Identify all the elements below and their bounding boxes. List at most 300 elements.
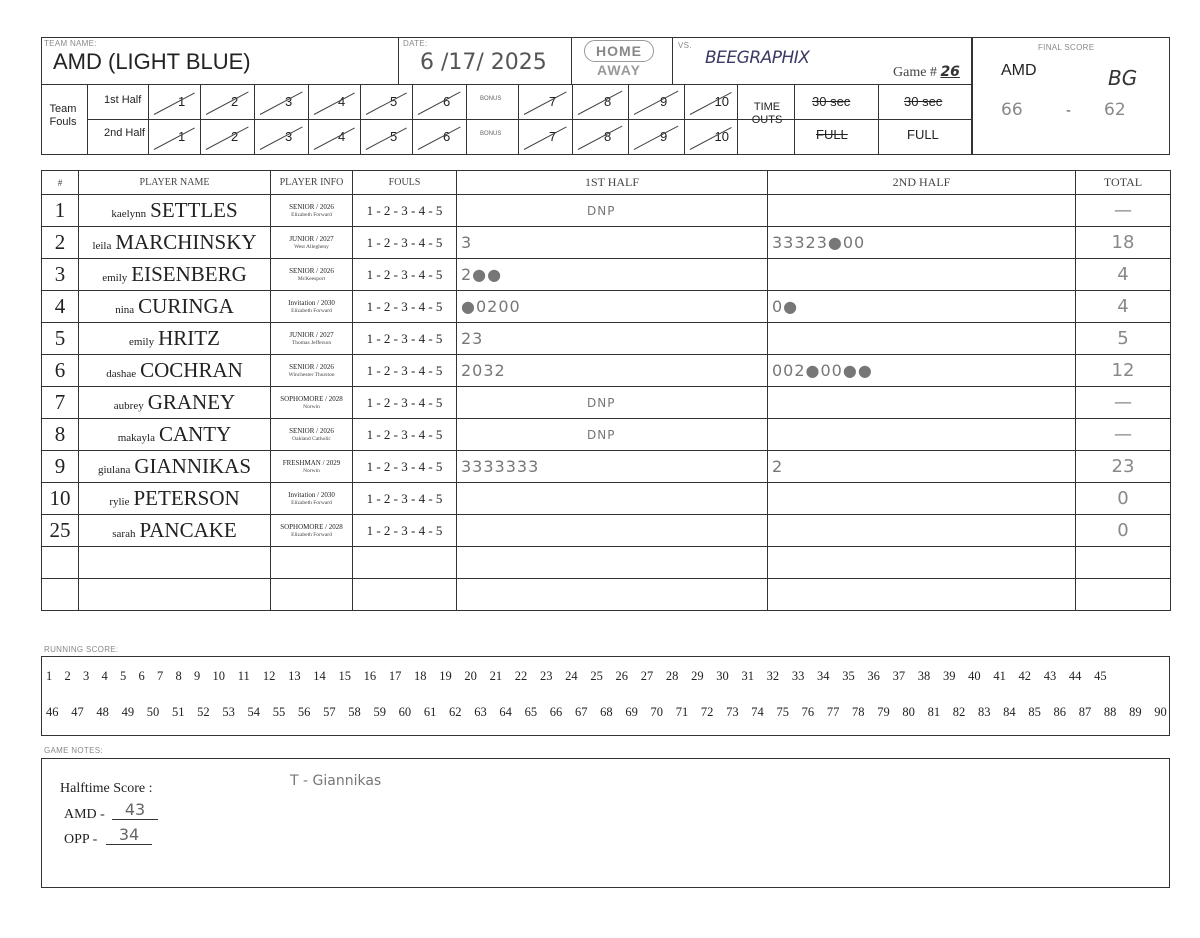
running-score-number: 35	[842, 669, 855, 683]
player-table	[41, 170, 1171, 611]
running-score-number: 29	[691, 669, 704, 683]
player-year: SENIOR / 2026	[289, 362, 334, 371]
running-score-number: 3	[83, 669, 90, 683]
col-fouls: FOULS	[353, 171, 457, 195]
game-notes-label: GAME NOTES:	[44, 746, 103, 755]
running-score-number: 16	[363, 669, 377, 683]
running-score-number: 81	[927, 705, 941, 719]
player-first-name: rylie	[109, 496, 130, 508]
player-first-name: kaelynn	[111, 208, 147, 220]
foul-number: 1	[178, 94, 186, 109]
date-value: 6 /17/ 2025	[420, 50, 547, 75]
second-half-points	[768, 195, 1076, 227]
player-number: 3	[42, 259, 79, 291]
final-dash: -	[1066, 102, 1071, 119]
player-fouls: 1 - 2 - 3 - 4 - 5	[353, 195, 457, 227]
player-name	[79, 579, 271, 611]
foul-number: 4	[338, 129, 346, 144]
running-score-number: 84	[1003, 705, 1016, 719]
running-score-number: 11	[237, 669, 250, 683]
player-number: 2	[42, 227, 79, 259]
table-row	[42, 451, 1171, 483]
game-number: 26	[940, 64, 960, 80]
table-row	[42, 259, 1171, 291]
running-score-number: 14	[313, 669, 326, 683]
player-info	[271, 291, 353, 323]
home-away-toggle	[584, 40, 654, 78]
away-label: AWAY	[597, 62, 641, 78]
player-fouls: 1 - 2 - 3 - 4 - 5	[353, 515, 457, 547]
first-half-label: 1st Half	[104, 94, 142, 106]
running-score-number: 67	[574, 705, 588, 719]
running-score-number: 2	[64, 669, 71, 683]
running-score-row-2	[46, 705, 1179, 720]
running-score-number: 60	[398, 705, 412, 719]
running-score-number: 68	[600, 705, 613, 719]
player-fouls: 1 - 2 - 3 - 4 - 5	[353, 387, 457, 419]
second-half-points	[768, 483, 1076, 515]
team-name: AMD (LIGHT BLUE)	[53, 49, 251, 74]
player-first-name: giulana	[97, 464, 131, 476]
halftime-amd-label: AMD -	[64, 807, 105, 822]
player-number	[42, 547, 79, 579]
running-score-number: 13	[288, 669, 301, 683]
table-row	[42, 195, 1171, 227]
player-year: SENIOR / 2026	[289, 426, 334, 435]
player-number: 9	[42, 451, 79, 483]
player-total: 4	[1076, 259, 1171, 291]
second-half-points: 33323●00	[768, 227, 1076, 259]
player-info	[271, 451, 353, 483]
running-score-label: RUNNING SCORE:	[44, 645, 119, 654]
second-half-points	[768, 515, 1076, 547]
running-score-number: 63	[474, 705, 487, 719]
running-score-number: 43	[1043, 669, 1057, 683]
player-name	[79, 323, 271, 355]
game-label: Game #	[893, 65, 937, 80]
final-score-label: FINAL SCORE	[1038, 43, 1095, 52]
player-info	[271, 355, 353, 387]
player-name	[79, 387, 271, 419]
running-score-number: 20	[464, 669, 477, 683]
table-row	[42, 227, 1171, 259]
first-half-points: DNP	[457, 419, 768, 451]
running-score-number: 36	[867, 669, 880, 683]
running-score-number: 30	[716, 669, 729, 683]
running-score-number: 51	[171, 705, 185, 719]
player-last-name: PETERSON	[133, 486, 240, 510]
second-half-points	[768, 547, 1076, 579]
running-score-number: 5	[120, 669, 127, 683]
running-score-number: 75	[776, 705, 789, 719]
running-score-row-1	[46, 669, 1119, 684]
player-school: Elizabeth Forward	[291, 499, 332, 506]
running-score-number: 44	[1068, 669, 1082, 683]
running-score-number: 50	[146, 705, 160, 719]
player-name	[79, 419, 271, 451]
player-school: Norwin	[303, 403, 320, 410]
timeout-full-1: FULL	[816, 127, 848, 142]
foul-number: 8	[604, 129, 612, 144]
running-score-number: 62	[449, 705, 462, 719]
first-half-points: 3	[457, 227, 768, 259]
player-year: JUNIOR / 2027	[289, 234, 334, 243]
player-school: West Allegheny	[294, 243, 329, 250]
player-fouls: 1 - 2 - 3 - 4 - 5	[353, 483, 457, 515]
player-fouls	[353, 579, 457, 611]
second-half-points	[768, 579, 1076, 611]
foul-number: 8	[604, 94, 612, 109]
player-year: SENIOR / 2026	[289, 202, 334, 211]
player-first-name: aubrey	[113, 400, 144, 412]
player-year: SENIOR / 2026	[289, 266, 334, 275]
player-fouls: 1 - 2 - 3 - 4 - 5	[353, 291, 457, 323]
foul-number: 2	[231, 129, 239, 144]
player-year: SOPHOMORE / 2028	[280, 522, 343, 531]
running-score-number: 82	[952, 705, 966, 719]
first-half-points: 2●●	[457, 259, 768, 291]
player-school: Elizabeth Forward	[291, 211, 332, 218]
player-last-name: CURINGA	[138, 294, 234, 318]
foul-number: 2	[231, 94, 239, 109]
running-score-number: 45	[1094, 669, 1107, 683]
player-fouls: 1 - 2 - 3 - 4 - 5	[353, 227, 457, 259]
player-fouls: 1 - 2 - 3 - 4 - 5	[353, 419, 457, 451]
halftime-opp-label: OPP -	[64, 832, 98, 847]
player-name	[79, 259, 271, 291]
running-score-number: 27	[640, 669, 654, 683]
running-score-number: 22	[514, 669, 528, 683]
foul-number: 10	[714, 129, 729, 144]
final-opp-name: BG	[1108, 66, 1138, 90]
player-school: Elizabeth Forward	[291, 307, 332, 314]
running-score-number: 18	[414, 669, 427, 683]
col-second-half: 2ND HALF	[768, 171, 1076, 195]
final-opp-score: 62	[1104, 100, 1126, 120]
timeout-30-2: 30 sec	[904, 94, 943, 109]
first-half-points	[457, 483, 768, 515]
first-half-points: 23	[457, 323, 768, 355]
player-fouls: 1 - 2 - 3 - 4 - 5	[353, 259, 457, 291]
running-score-number: 85	[1028, 705, 1041, 719]
bonus-label: BONUS	[480, 96, 502, 102]
running-score-number: 40	[968, 669, 981, 683]
player-number: 6	[42, 355, 79, 387]
running-score-number: 23	[539, 669, 553, 683]
running-score-box	[41, 656, 1170, 736]
running-score-number: 80	[902, 705, 915, 719]
player-total: 18	[1076, 227, 1171, 259]
running-score-number: 6	[138, 669, 145, 683]
player-number: 10	[42, 483, 79, 515]
second-half-points	[768, 323, 1076, 355]
table-row	[42, 323, 1171, 355]
player-first-name: dashae	[106, 368, 137, 380]
player-last-name: GIANNIKAS	[134, 454, 252, 478]
halftime-opp-score: 34	[106, 825, 152, 845]
running-score-number: 47	[71, 705, 84, 719]
game-number-label	[893, 64, 960, 81]
player-first-name: emily	[129, 336, 155, 348]
player-first-name: sarah	[112, 528, 136, 540]
running-score-number: 34	[817, 669, 830, 683]
timeouts-label: TIME OUTS	[751, 101, 783, 126]
final-score-box	[972, 37, 1170, 155]
foul-number: 4	[338, 94, 346, 109]
date-label: DATE:	[403, 39, 428, 48]
player-name	[79, 291, 271, 323]
player-school: Norwin	[303, 467, 320, 474]
player-info	[271, 515, 353, 547]
player-first-name: leila	[92, 240, 112, 252]
running-score-number: 26	[615, 669, 628, 683]
running-score-number: 28	[665, 669, 679, 683]
running-score-number: 7	[157, 669, 164, 683]
running-score-number: 38	[917, 669, 931, 683]
running-score-number: 49	[121, 705, 135, 719]
running-score-number: 86	[1053, 705, 1066, 719]
player-total: 5	[1076, 323, 1171, 355]
table-row	[42, 387, 1171, 419]
player-info	[271, 547, 353, 579]
foul-number: 9	[660, 129, 668, 144]
first-half-points: 3333333	[457, 451, 768, 483]
player-info	[271, 195, 353, 227]
foul-number: 10	[714, 94, 729, 109]
player-school: Thomas Jefferson	[291, 339, 332, 346]
running-score-number: 9	[194, 669, 201, 683]
player-school: McKeesport	[297, 275, 326, 282]
player-total	[1076, 579, 1171, 611]
running-score-number: 56	[297, 705, 311, 719]
running-score-number: 1	[46, 669, 53, 683]
player-info	[271, 483, 353, 515]
running-score-number: 69	[625, 705, 638, 719]
foul-number: 5	[390, 129, 398, 144]
col-player-info: PLAYER INFO	[271, 171, 353, 195]
player-year: Invitation / 2030	[288, 298, 335, 307]
foul-number: 7	[549, 94, 557, 109]
player-total: —	[1076, 387, 1171, 419]
table-row	[42, 483, 1171, 515]
first-half-points: DNP	[457, 195, 768, 227]
player-total: 0	[1076, 483, 1171, 515]
foul-number: 9	[660, 94, 668, 109]
player-total: —	[1076, 419, 1171, 451]
second-half-points	[768, 387, 1076, 419]
table-row	[42, 291, 1171, 323]
player-last-name: HRITZ	[158, 326, 220, 350]
player-last-name: GRANEY	[147, 390, 236, 414]
running-score-number: 70	[650, 705, 663, 719]
foul-number: 5	[390, 94, 398, 109]
table-row	[42, 419, 1171, 451]
player-number: 5	[42, 323, 79, 355]
foul-number: 7	[549, 129, 557, 144]
first-half-points: DNP	[457, 387, 768, 419]
timeout-full-2: FULL	[907, 127, 939, 142]
running-score-number: 64	[499, 705, 512, 719]
running-score-number: 12	[262, 669, 276, 683]
player-total: 0	[1076, 515, 1171, 547]
table-row	[42, 355, 1171, 387]
player-first-name: emily	[102, 272, 128, 284]
second-half-label: 2nd Half	[104, 127, 145, 139]
running-score-number: 46	[46, 705, 59, 719]
second-half-points	[768, 259, 1076, 291]
first-half-points: 2032	[457, 355, 768, 387]
player-name	[79, 355, 271, 387]
table-row	[42, 579, 1171, 611]
opponent-name: BEEGRAPHIX	[705, 48, 810, 68]
running-score-number: 72	[700, 705, 714, 719]
player-last-name: SETTLES	[150, 198, 238, 222]
running-score-number: 58	[348, 705, 361, 719]
foul-number: 3	[285, 94, 293, 109]
player-first-name: nina	[115, 304, 135, 316]
running-score-number: 42	[1018, 669, 1031, 683]
running-score-number: 88	[1103, 705, 1117, 719]
running-score-number: 8	[175, 669, 182, 683]
player-info	[271, 387, 353, 419]
running-score-number: 24	[565, 669, 578, 683]
final-team-score: 66	[1001, 100, 1023, 120]
player-name	[79, 483, 271, 515]
player-year: JUNIOR / 2027	[289, 330, 334, 339]
player-info	[271, 227, 353, 259]
first-half-points	[457, 515, 768, 547]
running-score-number: 19	[439, 669, 452, 683]
timeout-30-1: 30 sec	[812, 94, 851, 109]
player-name	[79, 547, 271, 579]
running-score-number: 71	[675, 705, 689, 719]
running-score-number: 21	[489, 669, 503, 683]
running-score-number: 59	[373, 705, 386, 719]
player-fouls: 1 - 2 - 3 - 4 - 5	[353, 323, 457, 355]
running-score-number: 52	[197, 705, 210, 719]
running-score-number: 37	[892, 669, 906, 683]
running-score-number: 53	[222, 705, 235, 719]
running-score-number: 32	[766, 669, 780, 683]
running-score-number: 4	[101, 669, 108, 683]
col-num: #	[42, 171, 79, 195]
running-score-number: 10	[212, 669, 225, 683]
running-score-number: 89	[1129, 705, 1142, 719]
player-number	[42, 579, 79, 611]
running-score-number: 76	[801, 705, 815, 719]
running-score-number: 39	[942, 669, 956, 683]
running-score-number: 73	[726, 705, 739, 719]
player-last-name: MARCHINSKY	[115, 230, 257, 254]
col-total: TOTAL	[1076, 171, 1171, 195]
final-team-name: AMD	[1001, 62, 1037, 79]
running-score-number: 90	[1154, 705, 1167, 719]
halftime-label: Halftime Score :	[60, 781, 153, 796]
player-school: Winchester Thurston	[288, 371, 335, 378]
player-name	[79, 227, 271, 259]
running-score-number: 31	[741, 669, 754, 683]
first-half-points: ●0200	[457, 291, 768, 323]
running-score-number: 87	[1078, 705, 1092, 719]
player-info	[271, 579, 353, 611]
running-score-number: 48	[96, 705, 109, 719]
player-number: 8	[42, 419, 79, 451]
player-total: 23	[1076, 451, 1171, 483]
player-last-name: EISENBERG	[131, 262, 247, 286]
player-school: Elizabeth Forward	[291, 531, 332, 538]
running-score-number: 74	[751, 705, 764, 719]
player-year: Invitation / 2030	[288, 490, 335, 499]
foul-number: 6	[443, 129, 451, 144]
running-score-number: 15	[338, 669, 351, 683]
second-half-points: 2	[768, 451, 1076, 483]
foul-number: 6	[443, 94, 451, 109]
player-info	[271, 419, 353, 451]
technical-note: T - Giannikas	[290, 773, 382, 789]
halftime-amd-score: 43	[112, 800, 158, 820]
running-score-number: 66	[549, 705, 563, 719]
player-info	[271, 259, 353, 291]
col-player-name: PLAYER NAME	[79, 171, 271, 195]
player-last-name: CANTY	[158, 422, 232, 446]
player-year: FRESHMAN / 2029	[282, 458, 341, 467]
second-half-points	[768, 419, 1076, 451]
running-score-number: 41	[993, 669, 1006, 683]
running-score-number: 83	[977, 705, 991, 719]
running-score-number: 17	[388, 669, 402, 683]
running-score-number: 33	[791, 669, 805, 683]
running-score-number: 65	[524, 705, 538, 719]
player-total: 4	[1076, 291, 1171, 323]
team-fouls-label: Team Fouls	[49, 103, 77, 128]
second-half-points: 0●	[768, 291, 1076, 323]
col-first-half: 1ST HALF	[457, 171, 768, 195]
running-score-number: 61	[423, 705, 437, 719]
first-half-points	[457, 547, 768, 579]
player-name	[79, 451, 271, 483]
team-name-label: TEAM NAME:	[44, 39, 97, 48]
vs-label: VS.	[678, 41, 692, 50]
first-half-points	[457, 579, 768, 611]
bonus-label: BONUS	[480, 131, 502, 137]
table-header-row	[42, 171, 1171, 195]
player-number: 1	[42, 195, 79, 227]
player-first-name: makayla	[117, 432, 155, 444]
table-row	[42, 515, 1171, 547]
running-score-number: 77	[826, 705, 840, 719]
game-notes-box	[41, 758, 1170, 888]
running-score-number: 57	[323, 705, 336, 719]
player-number: 4	[42, 291, 79, 323]
running-score-number: 78	[852, 705, 865, 719]
running-score-number: 79	[877, 705, 890, 719]
player-name	[79, 515, 271, 547]
home-label: HOME	[584, 40, 654, 62]
table-row	[42, 547, 1171, 579]
player-total	[1076, 547, 1171, 579]
player-name	[79, 195, 271, 227]
player-info	[271, 323, 353, 355]
player-year: SOPHOMORE / 2028	[280, 394, 343, 403]
foul-number: 1	[178, 129, 186, 144]
foul-number: 3	[285, 129, 293, 144]
player-last-name: COCHRAN	[140, 358, 243, 382]
running-score-number: 54	[247, 705, 260, 719]
player-last-name: PANCAKE	[139, 518, 237, 542]
running-score-number: 25	[590, 669, 603, 683]
player-total: 12	[1076, 355, 1171, 387]
player-number: 25	[42, 515, 79, 547]
